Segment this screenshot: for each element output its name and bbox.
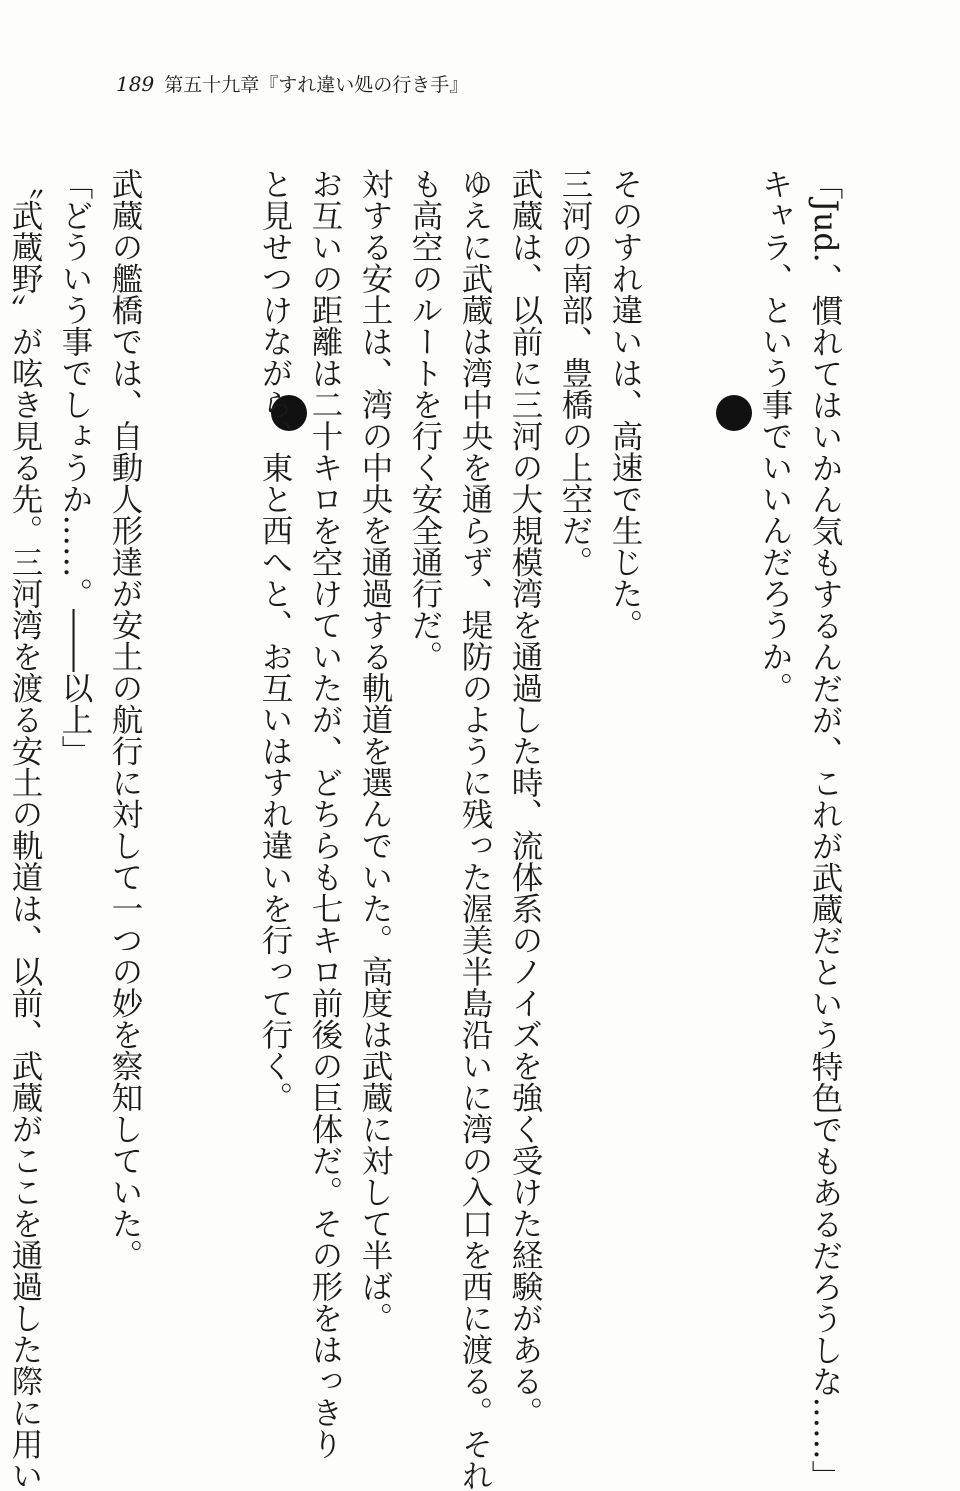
body-text xyxy=(7,168,850,1491)
blank-line xyxy=(150,168,200,1308)
running-header xyxy=(116,72,468,97)
text-line: キャラ、という事でいいんだろうか。 xyxy=(757,168,793,704)
chapter-title: 第五十九章『すれ違い処の行き手』 xyxy=(164,74,469,96)
text-line: も高空のルートを行く安全通行だ。 xyxy=(407,168,443,672)
blank-line xyxy=(200,168,250,1308)
blank-line xyxy=(700,168,750,1308)
text-line: 三河の南部、豊橋の上空だ。 xyxy=(557,168,593,578)
text-line: ゆえに武蔵は湾中央を通らず、堤防のように残った渥美半島沿いに湾の入口を西に渡る。それ xyxy=(457,168,493,1491)
text-line: 武蔵は、以前に三河の大規模湾を通過した時、流体系のノイズを強く受けた経験がある。 xyxy=(507,168,543,1428)
text-line: 対する安土は、湾の中央を通過する軌道を選んでいた。高度は武蔵に対して半ば。 xyxy=(357,168,393,1334)
text-line: 武蔵の艦橋では、自動人形達が安土の航行に対して一つの妙を察知していた。 xyxy=(107,168,143,1271)
blank-line xyxy=(650,168,700,1308)
text-line: 「Jud.、慣れてはいかん気もするんだが、これが武蔵だという特色でもあるだろうしな……」 xyxy=(807,168,843,1491)
page-number: 189 xyxy=(116,72,155,96)
text-line: と見せつけながら、東と西へと、お互いはすれ違いを行って行く。 xyxy=(257,168,293,1113)
text-line: そのすれ違いは、高速で生じた。 xyxy=(607,168,643,641)
text-line: 「どういう事でしょうか……。――以上」 xyxy=(57,168,93,767)
text-line: 〝武蔵野〟が呟き見る先。三河湾を渡る安土の軌道は、以前、武蔵がここを通過した際に用い xyxy=(7,168,43,1491)
text-line: お互いの距離は二十キロを空けていたが、どちらも七キロ前後の巨体だ。その形をはっきり xyxy=(307,168,343,1460)
